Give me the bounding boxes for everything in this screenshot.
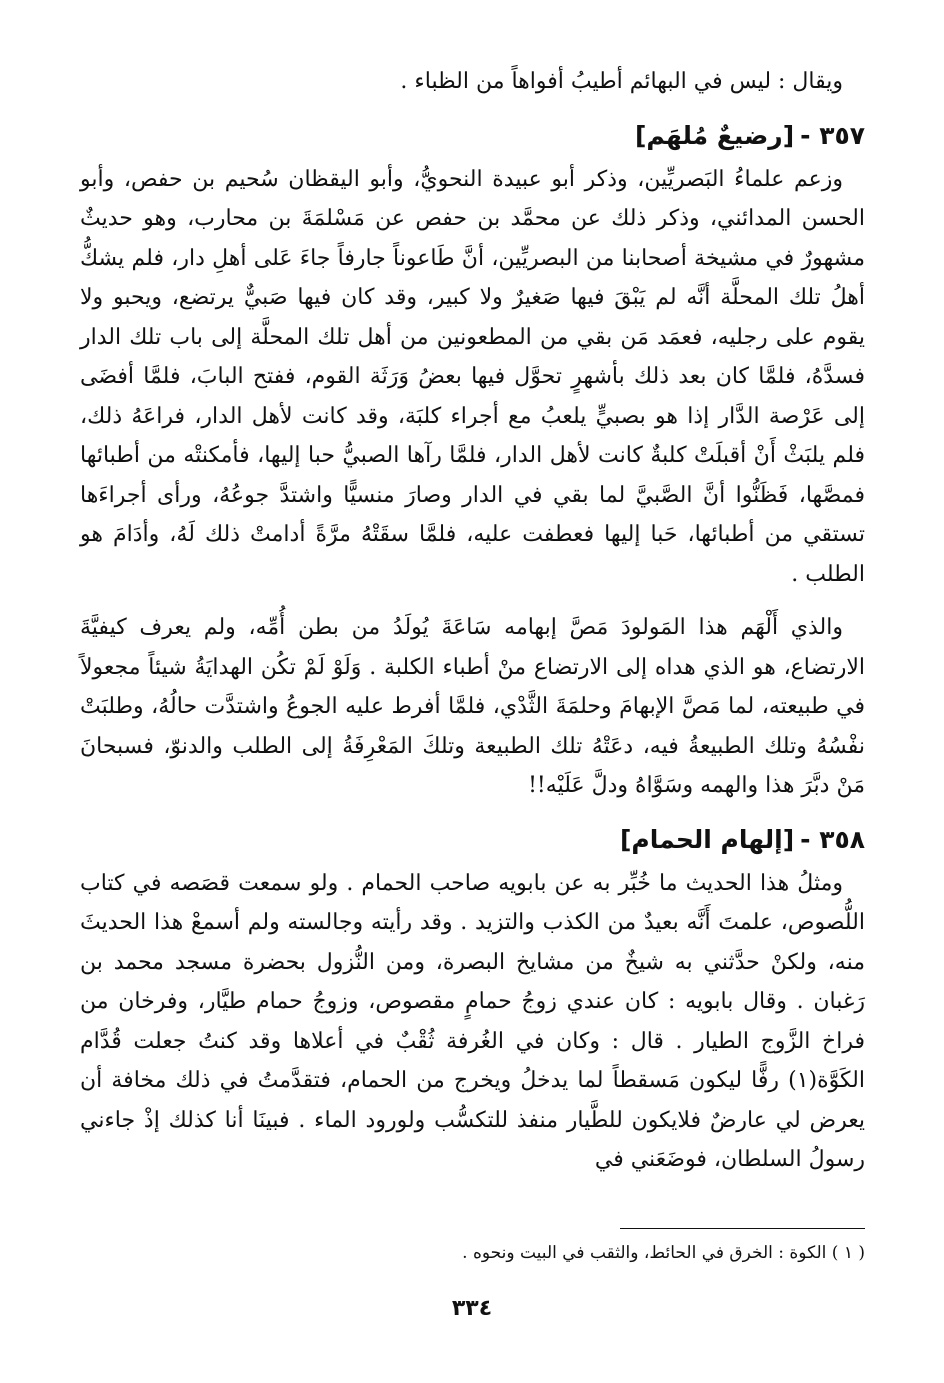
page-number: ٣٣٤ [451,1296,493,1321]
page-body [80,62,865,1180]
section-357-paragraph-2: والذي أَلْهَم هذا المَولودَ مَصَّ إبهامه سَاعَةَ يُولَدُ من بطن أُمِّه، ولم يعرف كيفيَّةَ الارتضاع، هو الذي هداه إلى الارتضاع منْ أطباء الكلبة . وَلَوْ لَمْ تكُن الهدايَةُ شيئاً مجعولاً في طبيعته، لما مَصَّ الإبهامَ وحلمَةَ الثَّدْي، فلمَّا أفرط عليه الجوعُ واشتدَّت حالُهُ، وطلبَتْ نفْسُهُ وتلك الطبيعةُ فيه، دعَتْهُ تلك الطبيعة وتلكَ المَعْرِفَةُ إلى الطلب والدنوّ، فسبحانَ مَنْ دبَّرَ هذا والهمه وسَوَّاهُ ودلَّ عَلَيْه!! [80,615,865,798]
section-357-title: [رضيعٌ مُلهَم] [634,120,795,150]
section-357-heading [80,116,865,156]
section-358-title: [إلهام الحمام] [619,824,795,854]
section-358-paragraph-1: ومثلُ هذا الحديث ما خُبِّر به عن بابويه صاحب الحمام . ولو سمعت قصَصه في كتاب اللُّصوص، علمتَ أَنَّه بعيدٌ من الكذب والتزيد . وقد رأيته وجالسته ولم أسمعْ هذا الحديثَ منه، ولكنْ حدَّثني به شيخٌ من مشايخ البصرة، ومن النُّزول بحضرة مسجد محمد بن رَغبان . وقال بابويه : كان عندي زوجُ حمامٍ مقصوص، وزوجُ حمام طيَّار، وفرخان من فراخ الزَّوج الطيار . قال : وكان في الغُرفة ثُقْبٌ في أعلاها وقد كنتُ جعلت قُدَّام الكَوَّة(١) رفًّا ليكون مَسقطاً لما يدخلُ ويخرج من الحمام، فتقدَّمتُ في ذلك مخافة أن يعرض لي عارضٌ فلايكون للطَّيار منفذ للتكسُّب ولورود الماء . فبينَا أنا كذلك إذْ جاءني رسولُ السلطان، فوضَعَني في [80,870,865,1172]
opening-line: ويقال : ليس في البهائم أطيبُ أفواهاً من الظباء . [400,69,843,94]
footnote-divider [620,1228,865,1229]
section-358-number: ٣٥٨ - [800,824,865,854]
section-357-number: ٣٥٧ - [800,120,865,150]
footnote: ( ١ ) الكوة : الخرق في الحائط، والثقب في البيت ونحوه . [462,1243,865,1263]
section-358-heading [80,820,865,860]
section-357-paragraph-1: وزعم علماءُ البَصريِّين، وذكر أبو عبيدة النحويُّ، وأبو اليقظان سُحيم بن حفص، وأبو الحسن المدائني، وذكر ذلك عن محمَّد بن حفص عن مَسْلمَةَ بن محارب، وهو حديثٌ مشهورٌ في مشيخة أصحابنا من البصريِّين، أنَّ طَاعوناً جارفاً جاءَ عَلى أهلِ دار، فلم يشكُّ أهلُ تلك المحلَّة أنَّه لم يَبْقَ فيها صَغيرٌ ولا كبير، وقد كان فيها صَبيٌّ يرتضع، ويحبو ولا يقوم على رجليه، فعمَد مَن بقي من المطعونين من أهل تلك المحلَّة إلى باب تلك الدار فسدَّهُ، فلمَّا كان بعد ذلك بأشهرٍ تحوَّل فيها بعضُ وَرَثَة القوم، ففتح البابَ، فلمَّا أفضَى إلى عَرْصة الدَّار إذا هو بصبيٍّ يلعبُ مع أجراء كلبَة، وقد كانت لأهل الدار، فراعَهُ ذلك، فلم يلبَثْ أَنْ أقبلَتْ كلبةٌ كانت لأهل الدار، فلمَّا رآها الصبيُّ حبا إليها، فأمكنتْه من أطبائها فمصَّها، فَظَنُّوا أنَّ الصَّبيَّ لما بقي في الدار وصارَ منسيًّا واشتدَّ جوعُهُ، ورأى أجراءَها تستقي من أطبائها، حَبا إليها فعطفت عليه، فلمَّا سقَتْهُ مرَّةً أدامتْ ذلك لَهُ، وأدَامَ هو الطلب . [80,166,866,587]
